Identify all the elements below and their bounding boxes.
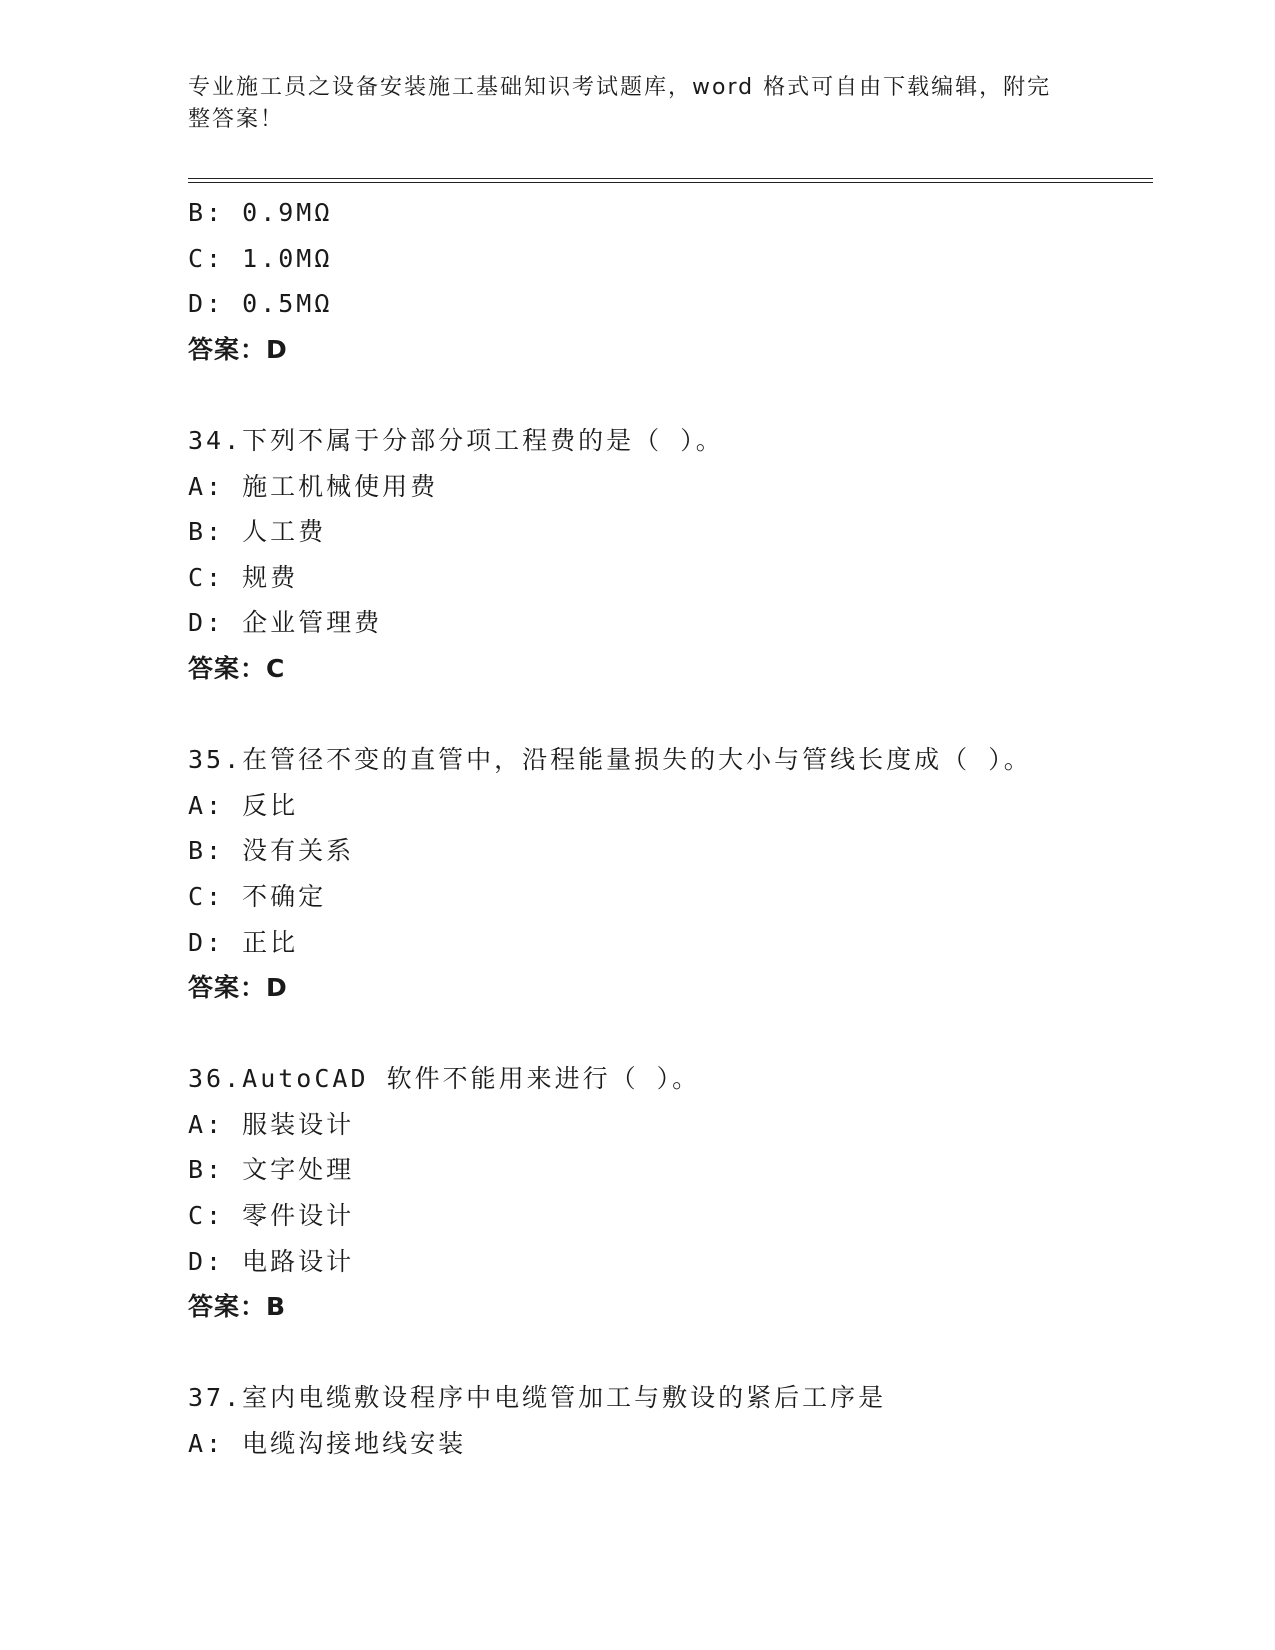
question-stem: 35.在管径不变的直管中，沿程能量损失的大小与管线长度成（ ）。 bbox=[188, 745, 1032, 775]
option-a: A: 服装设计 bbox=[188, 1109, 355, 1139]
question-34 bbox=[188, 418, 1148, 692]
question-36 bbox=[188, 1056, 1148, 1330]
header-title-line-2: 整答案！ bbox=[188, 107, 285, 132]
option-a: A: 反比 bbox=[188, 790, 299, 820]
option-a: A: 电缆沟接地线安装 bbox=[188, 1429, 467, 1459]
option-c: C: 零件设计 bbox=[188, 1201, 355, 1231]
question-33-tail bbox=[188, 190, 1148, 372]
option-b: B: 文字处理 bbox=[188, 1155, 355, 1185]
option-c: C: 规费 bbox=[188, 562, 299, 592]
answer-line: 答案：D bbox=[188, 973, 288, 1003]
option-c: C: 1.0MΩ bbox=[188, 243, 333, 273]
option-c: C: 不确定 bbox=[188, 881, 327, 911]
option-d: D: 企业管理费 bbox=[188, 608, 383, 638]
question-list bbox=[188, 190, 1148, 1467]
answer-line: 答案：D bbox=[188, 334, 288, 364]
question-stem: 37.室内电缆敷设程序中电缆管加工与敷设的紧后工序是 bbox=[188, 1383, 887, 1413]
document-header bbox=[188, 72, 1078, 136]
option-b: B: 没有关系 bbox=[188, 836, 355, 866]
option-d: D: 电路设计 bbox=[188, 1246, 355, 1276]
option-d: D: 正比 bbox=[188, 927, 299, 957]
spacer bbox=[188, 1330, 1148, 1376]
question-stem: 36.AutoCAD 软件不能用来进行（ ）。 bbox=[188, 1064, 701, 1094]
spacer bbox=[188, 372, 1148, 418]
header-divider bbox=[188, 178, 1153, 183]
option-b: B: 0.9MΩ bbox=[188, 198, 333, 227]
spacer bbox=[188, 692, 1148, 738]
answer-line: 答案：B bbox=[188, 1292, 287, 1322]
option-a: A: 施工机械使用费 bbox=[188, 471, 439, 501]
question-stem: 34.下列不属于分部分项工程费的是（ ）。 bbox=[188, 425, 724, 455]
option-d: D: 0.5MΩ bbox=[188, 289, 333, 319]
header-title-line-1: 专业施工员之设备安装施工基础知识考试题库，word 格式可自由下载编辑，附完 bbox=[188, 75, 1052, 100]
option-b: B: 人工费 bbox=[188, 517, 327, 547]
answer-line: 答案：C bbox=[188, 653, 286, 683]
question-35 bbox=[188, 737, 1148, 1011]
question-37 bbox=[188, 1375, 1148, 1466]
spacer bbox=[188, 1011, 1148, 1057]
